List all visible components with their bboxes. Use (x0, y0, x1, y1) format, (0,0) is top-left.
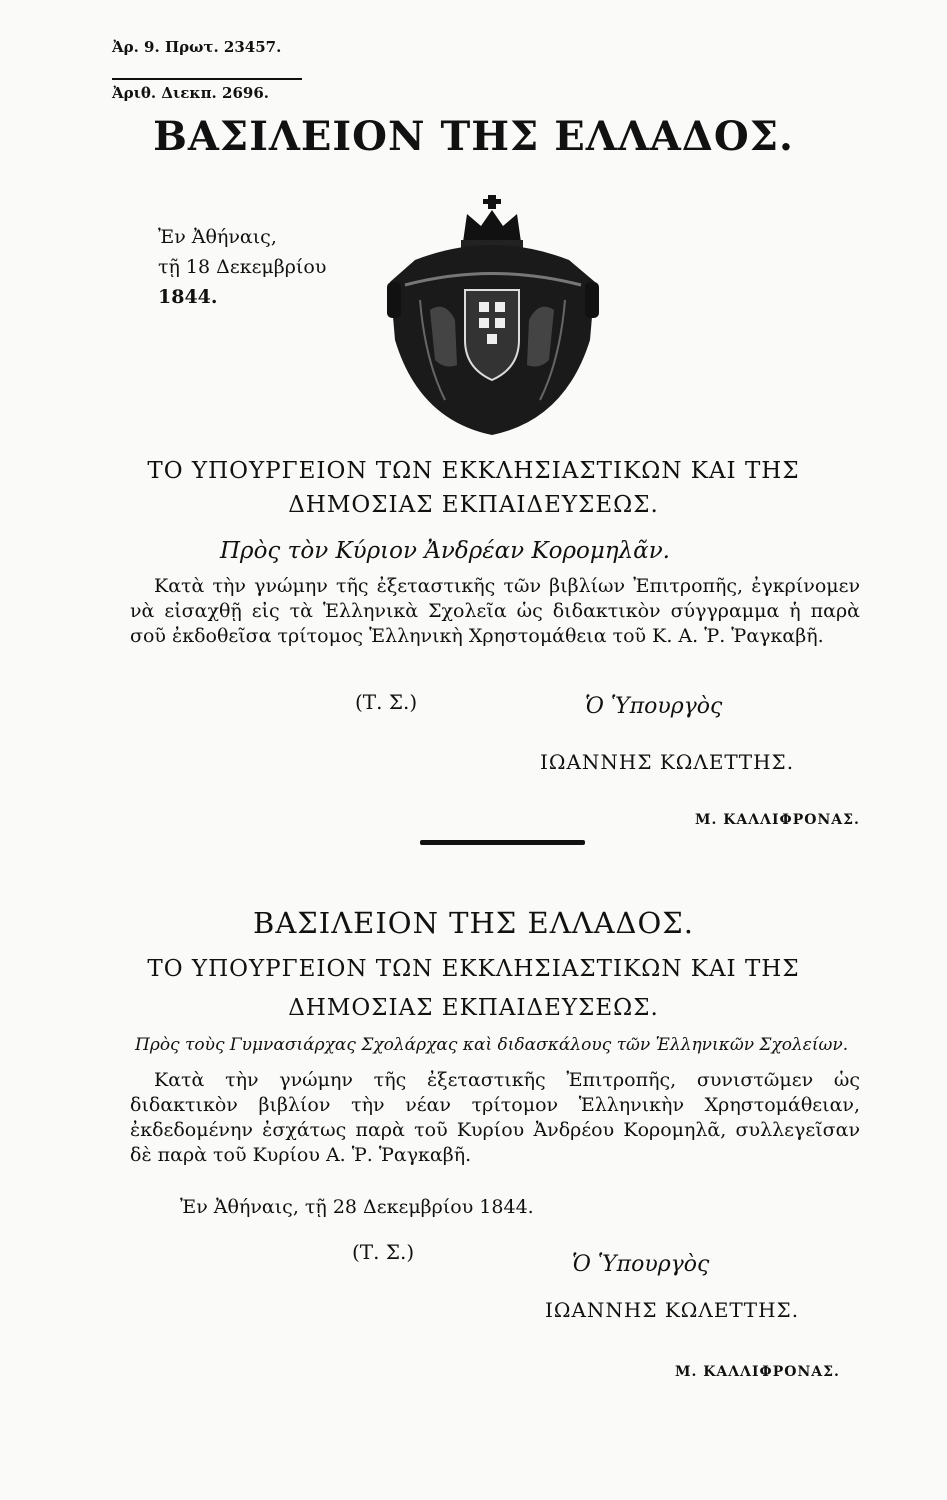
place-line-2: τῇ 18 Δεκεμβρίου (158, 256, 327, 278)
kingdom-title-2: ΒΑΣΙΛΕΙΟΝ ΤΗΣ ΕΛΛΑΔΟΣ. (253, 906, 694, 940)
ministry-2-line-1: ΤΟ ΥΠΟΥΡΓΕΙΟΝ ΤΩΝ ΕΚΚΛΗΣΙΑΣΤΙΚΩΝ ΚΑΙ ΤΗΣ (147, 956, 800, 982)
secretary-name: Μ. ΚΑΛΛΙΦΡΟΝΑΣ. (695, 812, 860, 828)
place-line-3: 1844. (158, 286, 218, 308)
secretary-name-2: Μ. ΚΑΛΛΙΦΡΟΝΑΣ. (675, 1364, 840, 1380)
kingdom-title: ΒΑΣΙΛΕΙΟΝ ΤΗΣ ΕΛΛΑΔΟΣ. (153, 113, 794, 160)
place-date (158, 222, 326, 312)
addressee-2: Πρὸς τοὺς Γυμνασιάρχας Σχολάρχας καὶ διδασκάλους τῶν Ἑλληνικῶν Σχολείων. (135, 1035, 849, 1055)
addressee: Πρὸς τὸν Κύριον Ἀνδρέαν Κορομηλᾶν. (220, 538, 670, 564)
ministry-line-1: ΤΟ ΥΠΟΥΡΓΕΙΟΝ ΤΩΝ ΕΚΚΛΗΣΙΑΣΤΙΚΩΝ ΚΑΙ ΤΗΣ (147, 458, 800, 484)
decree-2-date: Ἐν Ἀθήναις, τῇ 28 Δεκεμβρίου 1844. (180, 1196, 534, 1218)
minister-name-2: ΙΩΑΝΝΗΣ ΚΩΛΕΤΤΗΣ. (545, 1298, 800, 1322)
royal-coat-of-arms-icon (385, 190, 625, 440)
minister-title-2: Ὁ Ὑπουργὸς (572, 1252, 710, 1277)
minister-title: Ὁ Ὑπουργὸς (585, 694, 723, 719)
archive-number: Ἀριθ. Διεκπ. 2696. (112, 78, 302, 102)
ministry-2-line-2: ΔΗΜΟΣΙΑΣ ΕΚΠΑΙΔΕΥΣΕΩΣ. (288, 995, 659, 1021)
divider (420, 840, 585, 845)
decree-2-body (130, 1068, 860, 1168)
decree-body (130, 574, 860, 649)
protocol-number: Ἀρ. 9. Πρωτ. 23457. (112, 38, 282, 56)
place-line-1: Ἐν Ἀθήναις, (158, 226, 277, 248)
seal-mark: (Τ. Σ.) (355, 690, 418, 714)
decree-body-text: Κατὰ τὴν γνώμην τῆς ἐξεταστικῆς τῶν βιβλίων Ἐπιτροπῆς, ἐγκρίνομεν νὰ εἰσαχθῇ εἰς τὰ Ἑλληνικὰ Σχολεῖα ὡς διδακτικὸν σύγγραμμα ἡ παρὰ σοῦ ἐκδοθεῖσα τρίτομος Ἑλληνικὴ Χρηστομάθεια τοῦ Κ. Α. Ῥ. Ῥαγκαβῆ. (130, 575, 860, 647)
decree-2-body-text: Κατὰ τὴν γνώμην τῆς ἐξεταστικῆς Ἐπιτροπῆς, συνιστῶμεν ὡς διδακτικὸν βιβλίον τὴν νέαν τρίτομον Ἑλληνικὴν Χρηστομάθειαν, ἐκδεδομένην ἐσχάτως παρὰ τοῦ Κυρίου Ἀνδρέου Κορομηλᾶ, συλλεγεῖσαν δὲ παρὰ τοῦ Κυρίου Α. Ῥ. Ῥαγκαβῆ. (130, 1069, 860, 1166)
seal-mark-2: (Τ. Σ.) (352, 1240, 415, 1264)
minister-name: ΙΩΑΝΝΗΣ ΚΩΛΕΤΤΗΣ. (540, 750, 795, 774)
ministry-line-2: ΔΗΜΟΣΙΑΣ ΕΚΠΑΙΔΕΥΣΕΩΣ. (288, 492, 659, 518)
